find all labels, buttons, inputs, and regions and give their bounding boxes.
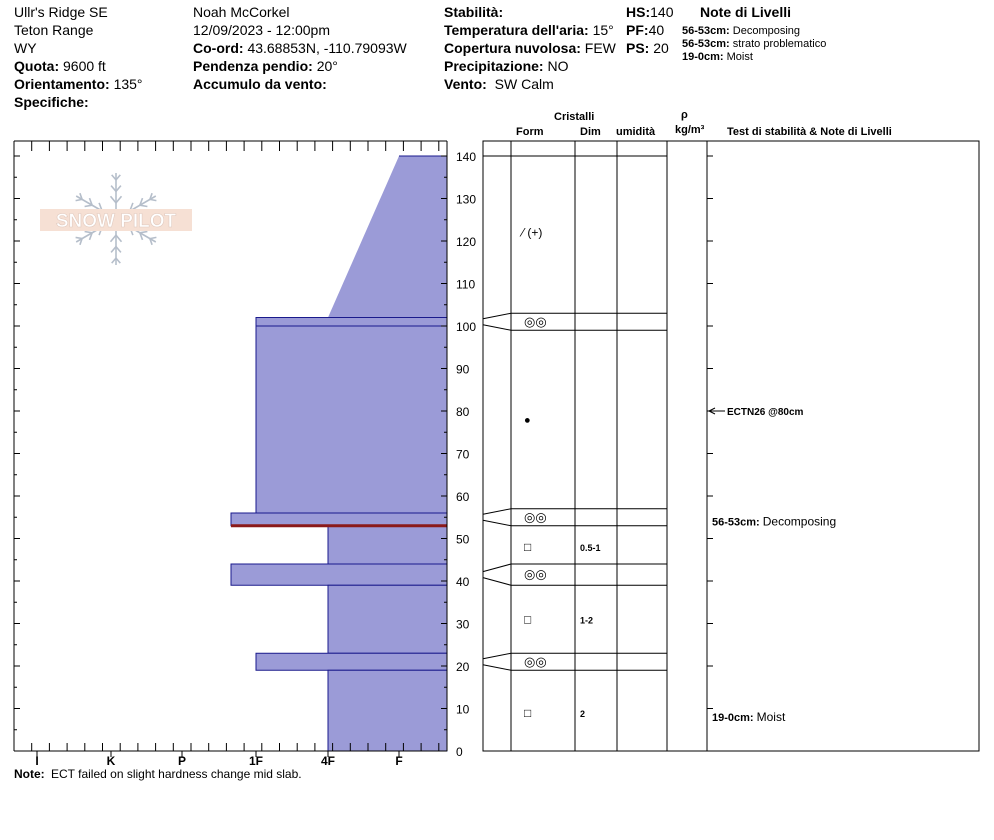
snowflake-branch <box>76 237 83 238</box>
hardness-layer <box>256 653 447 670</box>
depth-tick-label: 90 <box>456 362 470 377</box>
layer-note-range: 56-53cm: <box>712 516 763 529</box>
rho-header: ρ <box>681 109 688 121</box>
hardness-layer <box>328 585 447 653</box>
stability-test-label: ECTN26 @80cm <box>727 407 804 418</box>
depth-tick-label: 20 <box>456 660 470 674</box>
state: WY <box>14 40 37 56</box>
ps-value: 20 <box>653 40 669 56</box>
elevation-label: Quota: <box>14 58 60 74</box>
hardness-label: 1F <box>248 754 264 768</box>
grain-form-symbol: ◎◎ <box>524 313 547 329</box>
location-name: Ullr's Ridge SE <box>14 4 108 20</box>
hardness-layer <box>231 513 447 526</box>
boundary-connector <box>483 578 511 586</box>
slope-label: Pendenza pendio: <box>193 58 313 74</box>
coord-value: 43.68853N, -110.79093W <box>247 40 407 56</box>
aspect-value: 135° <box>113 76 143 92</box>
layer-note-text: Moist <box>756 710 786 724</box>
layer-notes-title: Note di Livelli <box>700 4 792 20</box>
form-header: Form <box>516 126 544 138</box>
boundary-connector <box>483 665 511 671</box>
hardness-label: I <box>35 754 39 768</box>
grain-form-symbol: □ <box>524 705 532 720</box>
wind-value: SW Calm <box>494 76 554 92</box>
depth-tick-label: 130 <box>456 192 477 207</box>
layer-note-item: 56-53cm: strato problematico <box>682 38 827 50</box>
boundary-connector <box>483 325 511 331</box>
depth-tick-label: 0 <box>456 745 463 759</box>
stability-notes-header: Test di stabilità & Note di Livelli <box>727 126 892 138</box>
date-time: 12/09/2023 - 12:00pm <box>193 22 330 38</box>
grain-form-symbol: ● <box>524 414 531 427</box>
depth-tick-label: 60 <box>456 490 470 504</box>
snow-pilot-logo <box>40 173 192 265</box>
hardness-label: F <box>395 754 403 768</box>
wind-loading-label: Accumulo da vento: <box>193 76 327 92</box>
grain-size-label: 2 <box>580 708 586 719</box>
depth-tick-label: 100 <box>456 320 477 334</box>
stability-label: Stabilità: <box>444 4 504 20</box>
aspect-label: Orientamento: <box>14 76 110 92</box>
snowflake-branch <box>140 205 148 206</box>
slope-value: 20° <box>316 58 338 74</box>
boundary-connector <box>483 653 511 659</box>
grain-form-symbol: ◎◎ <box>524 509 547 525</box>
layer-note-item: 56-53cm: Decomposing <box>682 25 801 37</box>
grain-form-symbol: ◎◎ <box>524 653 547 669</box>
grain-size-label: 1-2 <box>580 615 594 626</box>
ps-label: PS: <box>626 40 650 56</box>
layer-note-marker <box>712 515 836 529</box>
hardness-layer <box>328 526 447 564</box>
depth-tick-label: 140 <box>456 150 477 164</box>
density-unit-header: kg/m³ <box>675 124 705 136</box>
elevation-value: 9600 ft <box>63 58 106 74</box>
snowflake-branch <box>116 235 122 242</box>
snowflake-branch <box>76 199 83 200</box>
precip-value: NO <box>547 58 569 74</box>
grain-form-symbol: ◎◎ <box>524 566 547 582</box>
note <box>14 767 302 782</box>
hardness-layer <box>328 156 447 318</box>
hs-label: HS: <box>626 4 651 20</box>
observer-name: Noah McCorkel <box>193 4 290 20</box>
hardness-layer <box>328 670 447 751</box>
depth-tick-label: 120 <box>456 235 477 249</box>
hardness-layer <box>256 326 447 513</box>
snowflake-branch <box>150 199 157 200</box>
boundary-connector <box>483 313 511 319</box>
grain-form-symbol: □ <box>524 540 532 554</box>
moisture-header: umidità <box>616 126 656 138</box>
hardness-layer <box>256 318 447 327</box>
snowflake-branch <box>116 196 122 203</box>
air-temp-label: Temperatura dell'aria: <box>444 22 589 38</box>
specifics-label: Specifiche: <box>14 94 89 110</box>
boundary-connector <box>483 520 511 526</box>
snowflake-branch <box>111 196 117 203</box>
size-header: Dim <box>580 126 601 138</box>
profile-table-frame <box>483 141 979 751</box>
layer-note-text: Decomposing <box>762 514 837 529</box>
boundary-connector <box>483 564 511 572</box>
note-text: ECT failed on slight hardness change mid slab. <box>51 767 302 781</box>
grain-form-symbol: ⁄ (+) <box>522 225 543 240</box>
grain-form-symbol: □ <box>524 612 532 627</box>
depth-tick-label: 10 <box>456 702 470 717</box>
depth-tick-label: 110 <box>456 277 476 292</box>
pf-label: PF: <box>626 22 649 38</box>
boundary-connector <box>483 509 511 515</box>
pf-value: 40 <box>648 22 665 38</box>
hardness-label: 4F <box>320 754 336 768</box>
snowflake-branch <box>85 205 93 206</box>
air-temp-value: 15° <box>592 22 614 38</box>
hardness-label: P <box>177 754 187 768</box>
hs-value: 140 <box>650 4 674 20</box>
layer-note-marker <box>712 710 786 724</box>
layer-note-item: 19-0cm: Moist <box>682 51 753 63</box>
note-label: Note: <box>14 767 45 781</box>
wind-label: Vento: <box>444 76 487 92</box>
precip-label: Precipitazione: <box>444 58 544 74</box>
snowflake-branch <box>150 237 157 238</box>
depth-tick-label: 50 <box>456 532 470 547</box>
sky-value: FEW <box>584 40 616 56</box>
layer-note-range: 19-0cm: <box>712 712 757 724</box>
crystals-header: Cristalli <box>554 111 595 123</box>
logo-text: SNOW PILOT <box>55 211 177 232</box>
sky-label: Copertura nuvolosa: <box>444 40 581 56</box>
snowflake-branch <box>111 235 117 242</box>
depth-tick-label: 70 <box>456 447 470 462</box>
hardness-layer <box>231 564 447 585</box>
coord-label: Co-ord: <box>193 40 244 56</box>
depth-tick-label: 80 <box>456 405 470 419</box>
depth-tick-label: 40 <box>456 575 470 589</box>
hardness-label: K <box>106 754 116 768</box>
depth-tick-label: 30 <box>456 617 470 632</box>
mountain-range: Teton Range <box>14 22 94 38</box>
grain-size-label: 0.5-1 <box>580 543 601 553</box>
